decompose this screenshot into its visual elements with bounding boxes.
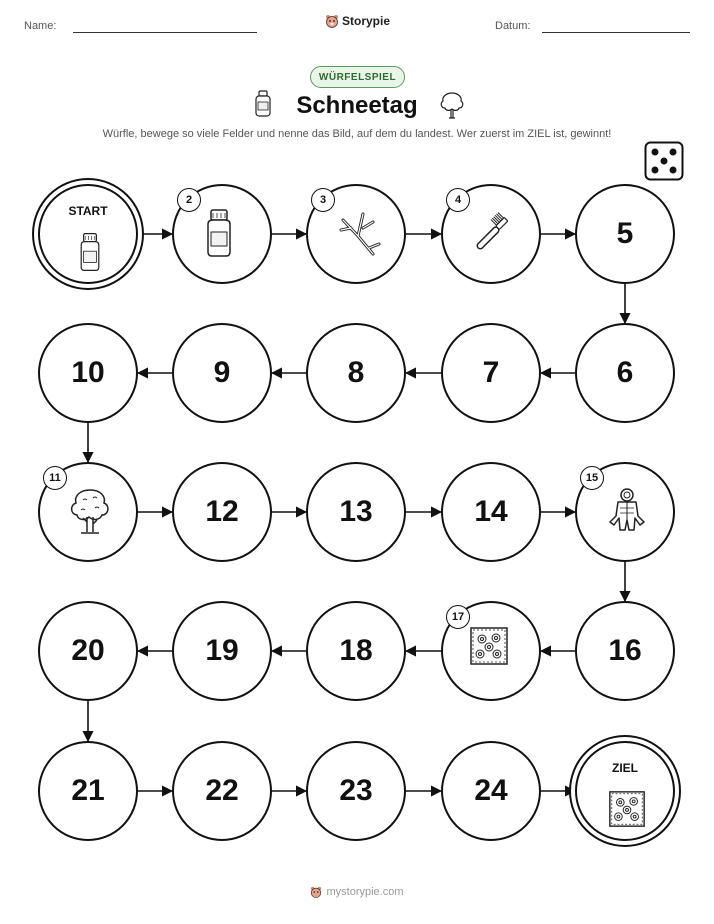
board-space-ziel <box>575 741 675 841</box>
space-number: 20 <box>71 634 105 667</box>
space-number-badge: 11 <box>43 466 67 490</box>
space-number: 14 <box>474 495 508 528</box>
space-number-badge: 3 <box>311 188 335 212</box>
space-number: 18 <box>339 634 373 667</box>
board-space-10 <box>38 323 138 423</box>
board-space-9 <box>172 323 272 423</box>
bottle-icon <box>199 208 239 263</box>
space-number: 24 <box>474 774 508 807</box>
page-title: Schneetag <box>296 92 418 119</box>
space-number: 10 <box>71 356 105 389</box>
board-space-14 <box>441 462 541 562</box>
board-space-23 <box>306 741 406 841</box>
board-space-start <box>38 184 138 284</box>
space-number: 22 <box>205 774 239 807</box>
board-space-12 <box>172 462 272 562</box>
space-number: 5 <box>616 217 634 250</box>
space-label: ZIEL <box>612 761 638 775</box>
board-space-3 <box>306 184 406 284</box>
snowsuit-icon <box>602 486 652 541</box>
bottle-icon <box>70 232 110 277</box>
space-number-badge: 17 <box>446 605 470 629</box>
space-label: START <box>68 204 108 218</box>
footer <box>0 886 714 898</box>
board-space-16 <box>575 601 675 701</box>
space-number: 21 <box>71 774 105 807</box>
branch-icon <box>333 208 383 263</box>
footer-url: mystorypie.com <box>326 886 404 898</box>
tree-icon <box>65 486 115 541</box>
board-space-15 <box>575 462 675 562</box>
board-space-24 <box>441 741 541 841</box>
board-space-2 <box>172 184 272 284</box>
space-number: 13 <box>339 495 373 528</box>
board-space-11 <box>38 462 138 562</box>
board-space-8 <box>306 323 406 423</box>
board-space-22 <box>172 741 272 841</box>
board-space-18 <box>306 601 406 701</box>
board-space-20 <box>38 601 138 701</box>
space-number: 6 <box>616 356 634 389</box>
date-label: Datum: <box>495 20 531 32</box>
space-number-badge: 15 <box>580 466 604 490</box>
flower-blanket-icon <box>607 789 647 834</box>
name-label: Name: <box>24 20 57 32</box>
space-number-badge: 2 <box>177 188 201 212</box>
space-number: 23 <box>339 774 373 807</box>
board-space-19 <box>172 601 272 701</box>
board-space-17 <box>441 601 541 701</box>
board-space-13 <box>306 462 406 562</box>
board-space-21 <box>38 741 138 841</box>
game-type-badge: WÜRFELSPIEL <box>310 66 405 88</box>
brand-name: Storypie <box>342 14 391 28</box>
space-number: 19 <box>205 634 239 667</box>
board-space-6 <box>575 323 675 423</box>
board-space-4 <box>441 184 541 284</box>
board-space-5 <box>575 184 675 284</box>
flower-blanket-icon <box>468 625 510 672</box>
space-number: 16 <box>608 634 642 667</box>
space-number: 12 <box>205 495 239 528</box>
space-number: 8 <box>347 356 365 389</box>
storypie-logo-icon <box>310 886 322 898</box>
space-number-badge: 4 <box>446 188 470 212</box>
board-space-7 <box>441 323 541 423</box>
space-number: 9 <box>213 356 231 389</box>
space-number: 7 <box>482 356 500 389</box>
toothbrush-icon <box>468 208 518 263</box>
instructions: Würfle, bewege so viele Felder und nenne das Bild, auf dem du landest. Wer zuerst im ZIEL ist, gewinnt! <box>102 128 612 140</box>
